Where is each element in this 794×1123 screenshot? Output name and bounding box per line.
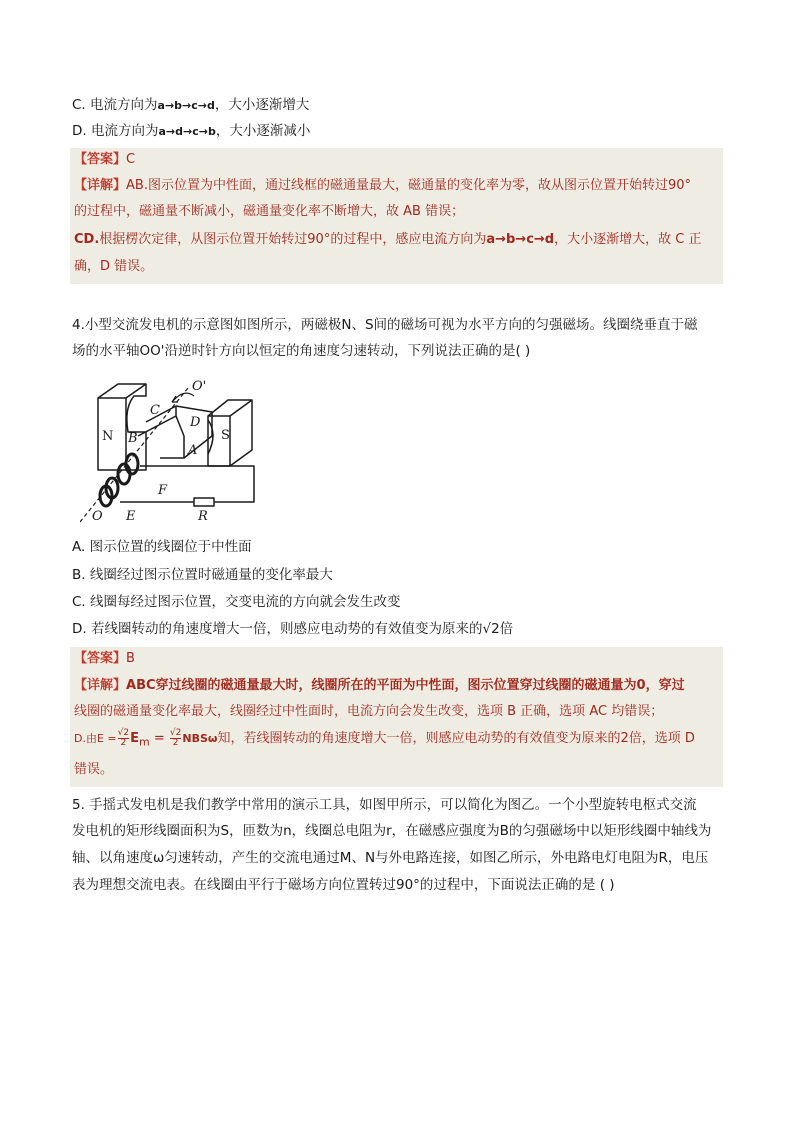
- label-s: S: [221, 428, 230, 443]
- detail-line2-q4: 线圈的磁通量变化率最大，线圈经过中性面时，电流方向会发生改变，选项 B 正确，选项 AC 均错误；: [74, 704, 664, 719]
- answer-line-q4: 【答案】B: [74, 651, 135, 666]
- label-f: F: [158, 483, 168, 498]
- detail-line3-q3: CD.根据楞次定律，从图示位置开始转过90°的过程中，感应电流方向为a→b→c→d，大小逐渐增大，故 C 正: [74, 232, 702, 247]
- question-5-line2: 发电机的矩形线圈面积为S，匝数为n，线圈总电阻为r，在磁感应强度为B的匀强磁场中以矩形线圈中轴线为: [72, 823, 712, 839]
- magnet-n: [98, 384, 146, 470]
- label-b: B: [128, 431, 138, 446]
- answer-line-q3: 【答案】C: [74, 152, 136, 167]
- label-d: D: [190, 415, 201, 430]
- detail-line3-q4: D.由E = $\frac{√2}{2}$ $E_m$ = $\frac{√2}{2}$ NBSω知，若线圈转动的角速度增大一倍，则感应电动势的有效值变为原来的2倍，选项 D: [74, 728, 695, 749]
- label-r: R: [198, 509, 208, 524]
- question-5-line3: 轴、以角速度ω匀速转动，产生的交流电通过M、N与外电路连接，如图乙所示，外电路电灯电阻为R，电压: [72, 850, 709, 866]
- label-o-prime: O': [192, 379, 207, 394]
- label-n: N: [102, 429, 114, 444]
- label-c: C: [150, 403, 160, 418]
- generator-diagram: [80, 376, 260, 524]
- detail-line4-q4: 错误。: [74, 762, 114, 777]
- option-q3-c: C. 电流方向为a→b→c→d，大小逐渐增大: [72, 97, 310, 113]
- detail-line1-q4: 【详解】ABC穿过线圈的磁通量最大时，线圈所在的平面为中性面，图示位置穿过线圈的磁通量为0，穿过: [74, 678, 685, 693]
- question-4-line2: 场的水平轴OO'沿逆时针方向以恒定的角速度匀速转动，下列说法正确的是( ): [72, 343, 531, 359]
- question-4-line1: 4.小型交流发电机的示意图如图所示，两磁极N、S间的磁场可视为水平方向的匀强磁场。线圈绕垂直于磁: [72, 317, 698, 333]
- option-q4-c: C. 线圈每经过图示位置，交变电流的方向就会发生改变: [72, 594, 401, 610]
- option-q4-a: A. 图示位置的线圈位于中性面: [72, 539, 252, 555]
- answer-box-q3: [70, 148, 723, 284]
- label-e: E: [126, 509, 136, 524]
- detail-line4-q3: 确，D 错误。: [74, 259, 154, 274]
- question-5-line1: 5. 手摇式发电机是我们教学中常用的演示工具，如图甲所示，可以简化为图乙。一个小型旋转电枢式交流: [72, 797, 697, 813]
- answer-box-q4: [70, 647, 723, 787]
- detail-line1-q3: 【详解】AB.图示位置为中性面，通过线框的磁通量最大，磁通量的变化率为零，故从图示位置开始转过90°: [74, 178, 692, 193]
- option-q3-d: D. 电流方向为a→d→c→b，大小逐渐减小: [72, 123, 311, 139]
- option-q4-d: D. 若线圈转动的角速度增大一倍，则感应电动势的有效值变为原来的√2倍: [72, 621, 514, 637]
- option-q4-b: B. 线圈经过图示位置时磁通量的变化率最大: [72, 567, 333, 583]
- resistor: [194, 498, 214, 506]
- detail-line2-q3: 的过程中，磁通量不断减小，磁通量变化率不断增大，故 AB 错误；: [74, 204, 465, 219]
- label-a: A: [188, 443, 198, 458]
- label-o: O: [92, 509, 103, 524]
- question-5-line4: 表为理想交流电表。在线圈由平行于磁场方向位置转过90°的过程中，下面说法正确的是 ( ): [72, 877, 615, 893]
